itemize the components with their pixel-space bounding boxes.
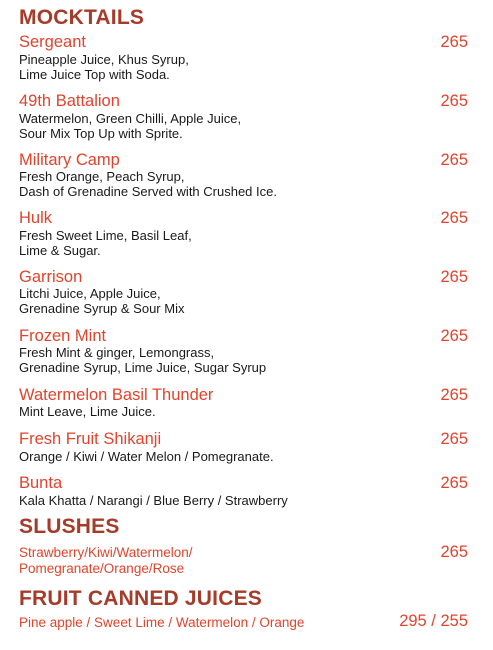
item-name: Frozen Mint xyxy=(19,327,107,345)
item-name: Garrison xyxy=(19,268,83,286)
slushes-flavors: Strawberry/Kiwi/Watermelon/ Pomegranate/Orange/Rose xyxy=(19,545,193,576)
item-price: 265 xyxy=(440,33,468,51)
item-price: 265 xyxy=(440,268,468,286)
item-price: 265 xyxy=(440,209,468,227)
section-title-slushes: SLUSHES xyxy=(19,515,120,538)
item-price: 265 xyxy=(440,151,468,169)
item-name: Sergeant xyxy=(19,33,86,51)
item-name: Fresh Fruit Shikanji xyxy=(19,430,162,448)
item-description: Watermelon, Green Chilli, Apple Juice, Sour Mix Top Up with Sprite. xyxy=(19,111,242,141)
item-name: 49th Battalion xyxy=(19,92,120,110)
item-description: Orange / Kiwi / Water Melon / Pomegranate. xyxy=(19,449,274,464)
item-description: Pineapple Juice, Khus Syrup, Lime Juice Top with Soda. xyxy=(19,52,189,82)
item-name: Military Camp xyxy=(19,151,120,169)
item-name: Bunta xyxy=(19,474,63,492)
item-price: 265 xyxy=(440,92,468,110)
item-name: Watermelon Basil Thunder xyxy=(19,386,214,404)
item-description: Litchi Juice, Apple Juice, Grenadine Syrup & Sour Mix xyxy=(19,286,185,316)
juices-price: 295 / 255 xyxy=(399,612,468,630)
juices-flavors: Pine apple / Sweet Lime / Watermelon / Orange xyxy=(19,615,305,630)
item-price: 265 xyxy=(440,430,468,448)
item-description: Mint Leave, Lime Juice. xyxy=(19,404,156,419)
item-price: 265 xyxy=(440,327,468,345)
section-title-juices: FRUIT CANNED JUICES xyxy=(19,587,262,610)
item-description: Fresh Mint & ginger, Lemongrass, Grenadine Syrup, Lime Juice, Sugar Syrup xyxy=(19,345,267,375)
section-title-mocktails: MOCKTAILS xyxy=(19,6,145,29)
item-description: Fresh Sweet Lime, Basil Leaf, Lime & Sugar. xyxy=(19,228,192,258)
item-description: Fresh Orange, Peach Syrup, Dash of Grenadine Served with Crushed Ice. xyxy=(19,169,277,199)
item-description: Kala Khatta / Narangi / Blue Berry / Strawberry xyxy=(19,493,288,508)
slushes-price: 265 xyxy=(440,543,468,561)
item-price: 265 xyxy=(440,386,468,404)
item-price: 265 xyxy=(440,474,468,492)
item-name: Hulk xyxy=(19,209,53,227)
